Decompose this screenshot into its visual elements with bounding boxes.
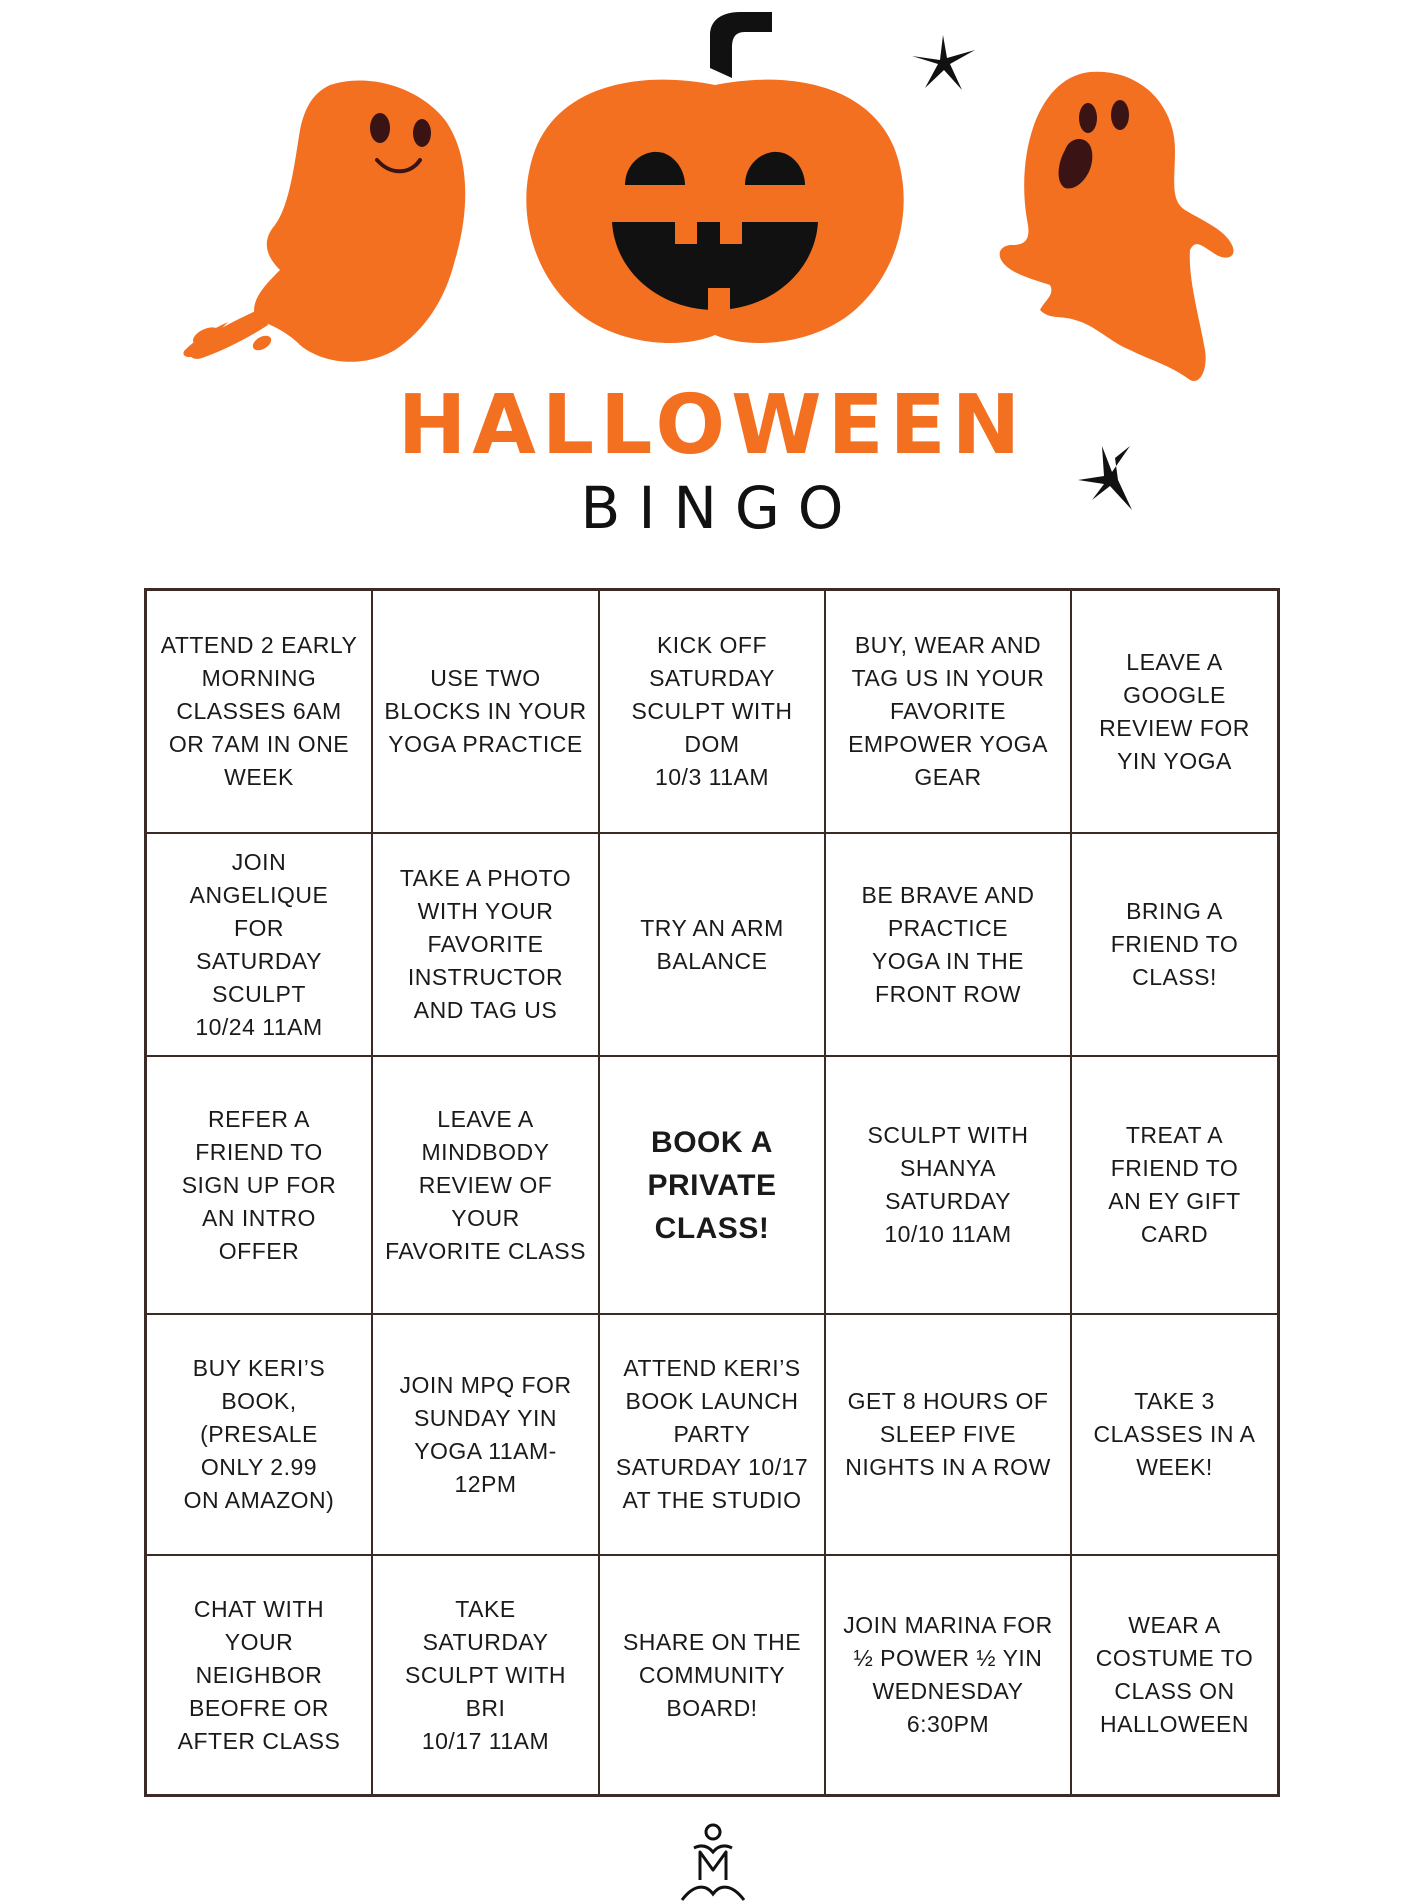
ghost-left-icon <box>183 80 465 361</box>
bingo-cell: BRING A FRIEND TO CLASS! <box>1072 834 1277 1057</box>
bingo-cell: CHAT WITH YOUR NEIGHBOR BEOFRE OR AFTER CLASS <box>147 1556 373 1794</box>
bingo-cell: ATTEND KERI’S BOOK LAUNCH PARTY SATURDAY 10/17 AT THE STUDIO <box>600 1315 826 1556</box>
bingo-cell: GET 8 HOURS OF SLEEP FIVE NIGHTS IN A ROW <box>826 1315 1072 1556</box>
bingo-cell: TRY AN ARM BALANCE <box>600 834 826 1057</box>
bingo-board <box>144 588 1280 1797</box>
logo-icon <box>672 1822 754 1904</box>
bingo-cell: JOIN MARINA FOR ½ POWER ½ YIN WEDNESDAY 6:30PM <box>826 1556 1072 1794</box>
bingo-cell: SCULPT WITH SHANYA SATURDAY 10/10 11AM <box>826 1057 1072 1315</box>
bingo-cell: SHARE ON THE COMMUNITY BOARD! <box>600 1556 826 1794</box>
bingo-cell: TREAT A FRIEND TO AN EY GIFT CARD <box>1072 1057 1277 1315</box>
page-subtitle: BINGO <box>580 474 862 542</box>
bingo-cell: BUY, WEAR AND TAG US IN YOUR FAVORITE EMPOWER YOGA GEAR <box>826 591 1072 834</box>
bingo-cell: REFER A FRIEND TO SIGN UP FOR AN INTRO OFFER <box>147 1057 373 1315</box>
bingo-cell: TAKE A PHOTO WITH YOUR FAVORITE INSTRUCTOR AND TAG US <box>373 834 600 1057</box>
ghost-right-icon <box>1000 72 1234 381</box>
bingo-cell: USE TWO BLOCKS IN YOUR YOGA PRACTICE <box>373 591 600 834</box>
bingo-cell: KICK OFF SATURDAY SCULPT WITH DOM 10/3 11AM <box>600 591 826 834</box>
bingo-cell: BUY KERI’S BOOK, (PRESALE ONLY 2.99 ON AMAZON) <box>147 1315 373 1556</box>
bingo-cell: TAKE SATURDAY SCULPT WITH BRI 10/17 11AM <box>373 1556 600 1794</box>
bingo-cell: JOIN MPQ FOR SUNDAY YIN YOGA 11AM- 12PM <box>373 1315 600 1556</box>
bingo-cell: JOIN ANGELIQUE FOR SATURDAY SCULPT 10/24 11AM <box>147 834 373 1057</box>
bingo-cell: ATTEND 2 EARLY MORNING CLASSES 6AM OR 7AM IN ONE WEEK <box>147 591 373 834</box>
bingo-cell: LEAVE A MINDBODY REVIEW OF YOUR FAVORITE CLASS <box>373 1057 600 1315</box>
bingo-cell: LEAVE A GOOGLE REVIEW FOR YIN YOGA <box>1072 591 1277 834</box>
bingo-free-space: BOOK A PRIVATE CLASS! <box>600 1057 826 1315</box>
star-icon <box>912 35 975 90</box>
pumpkin-icon <box>526 12 903 343</box>
bingo-cell: BE BRAVE AND PRACTICE YOGA IN THE FRONT ROW <box>826 834 1072 1057</box>
page-title: HALLOWEEN <box>397 378 1027 473</box>
bingo-cell: WEAR A COSTUME TO CLASS ON HALLOWEEN <box>1095 1612 1254 1737</box>
bingo-cell: TAKE 3 CLASSES IN A WEEK! <box>1072 1315 1277 1556</box>
